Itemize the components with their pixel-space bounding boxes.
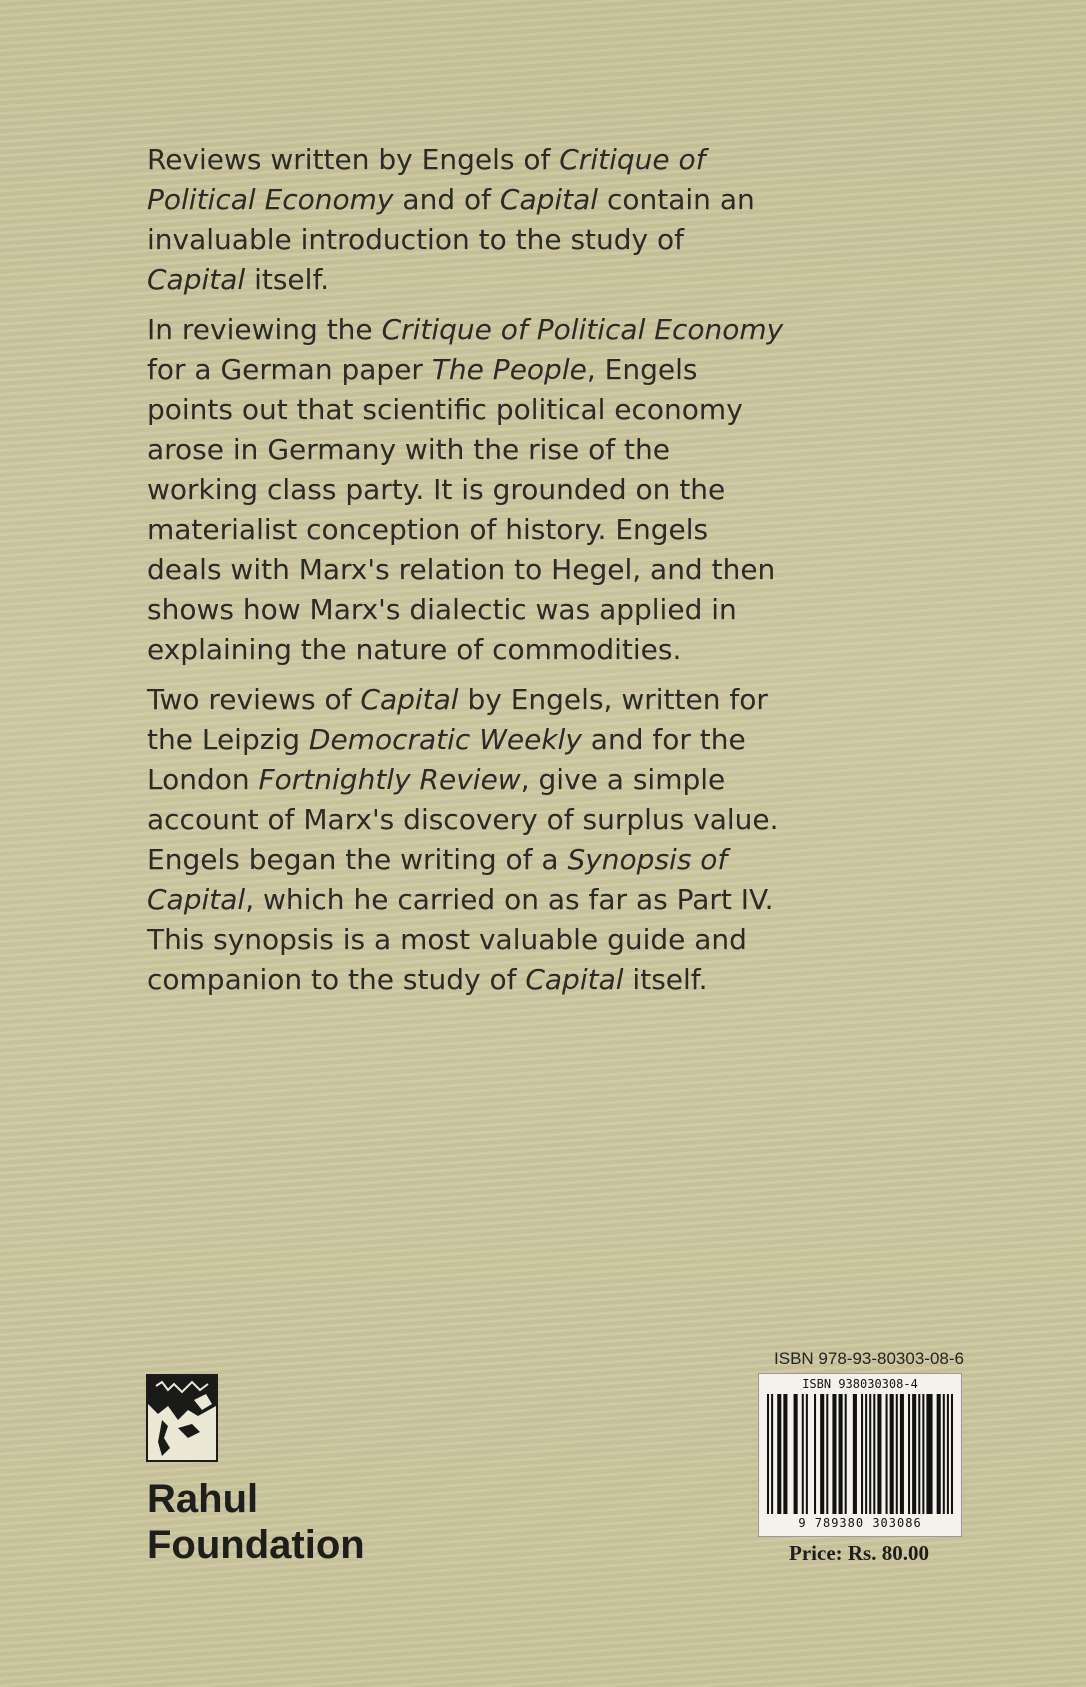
italic-title: The People — [431, 353, 587, 386]
text-run: , Engels points out that scientific political economy arose in Germany with the rise of the working class party. It is grounded on the materialist conception of history. Engels deals with Marx's relation to Hegel, and then shows how Marx's dialectic was applied in explaining the nature of commodities. — [147, 353, 776, 666]
italic-title: Capital — [147, 263, 246, 296]
blurb-paragraph — [147, 140, 787, 300]
publisher-name-line1: Rahul — [147, 1477, 259, 1521]
text-run: itself. — [623, 963, 708, 996]
barcode-bar — [900, 1394, 904, 1514]
publisher-name-line2: Foundation — [147, 1523, 365, 1567]
text-run: and of — [393, 183, 500, 216]
text-run: , which he carried on as far as Part IV. This synopsis is a most valuable guide and companion to the study of — [147, 883, 774, 996]
italic-title: Critique of Political Economy — [381, 313, 784, 346]
italic-title: Capital — [499, 183, 599, 216]
italic-title: Democratic Weekly — [308, 723, 582, 756]
barcode-bar — [896, 1394, 898, 1514]
text-run: and for the London — [147, 723, 746, 796]
barcode-bar — [806, 1394, 808, 1514]
barcode-bar — [937, 1394, 941, 1514]
text-run: In reviewing the — [147, 313, 382, 346]
barcode-bar — [853, 1394, 857, 1514]
barcode-bar — [839, 1394, 843, 1514]
italic-title: Critique of Political Economy — [147, 143, 706, 216]
barcode-bar — [912, 1394, 916, 1514]
barcode-bar — [922, 1394, 924, 1514]
publisher-logo-icon — [146, 1374, 218, 1462]
barcode-bar — [771, 1394, 773, 1514]
blurb-paragraph — [147, 680, 787, 1000]
publisher-name — [147, 1476, 365, 1568]
barcode-bar — [869, 1394, 871, 1514]
barcode-bar — [802, 1394, 804, 1514]
barcode-bar — [926, 1394, 932, 1514]
barcode-isbn-text: ISBN 938030308-4 — [802, 1377, 918, 1391]
barcode-bar — [943, 1394, 945, 1514]
price-label: Price: Rs. 80.00 — [789, 1541, 929, 1565]
barcode-bar — [832, 1394, 836, 1514]
text-run: contain an invaluable introduction to the study of — [147, 183, 755, 256]
italic-title: Synopsis of Capital — [147, 843, 728, 916]
blurb-paragraph — [147, 310, 787, 670]
back-cover-blurb — [147, 140, 787, 1010]
isbn-label: ISBN 978-93-80303-08-6 — [774, 1349, 964, 1368]
barcode-bar — [794, 1394, 798, 1514]
barcode-bar — [820, 1394, 824, 1514]
text-run: , give a simple account of Marx's discovery of surplus value. Engels began the writing of a — [147, 763, 779, 876]
barcode-bars — [767, 1394, 953, 1514]
barcode-bar — [861, 1394, 863, 1514]
text-run: itself. — [245, 263, 330, 296]
barcode-bar — [777, 1394, 781, 1514]
barcode-bar — [890, 1394, 894, 1514]
text-run: Reviews written by Engels of — [147, 143, 560, 176]
italic-title: Fortnightly Review — [258, 763, 521, 796]
barcode-bar — [845, 1394, 847, 1514]
text-run: Two reviews of — [147, 683, 361, 716]
barcode-digits: 9 789380 303086 — [798, 1516, 922, 1530]
barcode-bar — [865, 1394, 867, 1514]
barcode-bar — [826, 1394, 828, 1514]
barcode-bar — [951, 1394, 953, 1514]
barcode-bar — [783, 1394, 787, 1514]
barcode-bar — [877, 1394, 881, 1514]
barcode-bar — [767, 1394, 769, 1514]
barcode-bar — [873, 1394, 875, 1514]
italic-title: Capital — [525, 963, 624, 996]
text-run: by Engels, written for the Leipzig — [147, 683, 768, 756]
italic-title: Capital — [360, 683, 459, 716]
barcode-bar — [947, 1394, 949, 1514]
barcode-bar — [908, 1394, 910, 1514]
text-run: for a German paper — [147, 353, 432, 386]
barcode — [758, 1373, 962, 1537]
barcode-bar — [886, 1394, 888, 1514]
barcode-bar — [814, 1394, 816, 1514]
barcode-bar — [918, 1394, 920, 1514]
